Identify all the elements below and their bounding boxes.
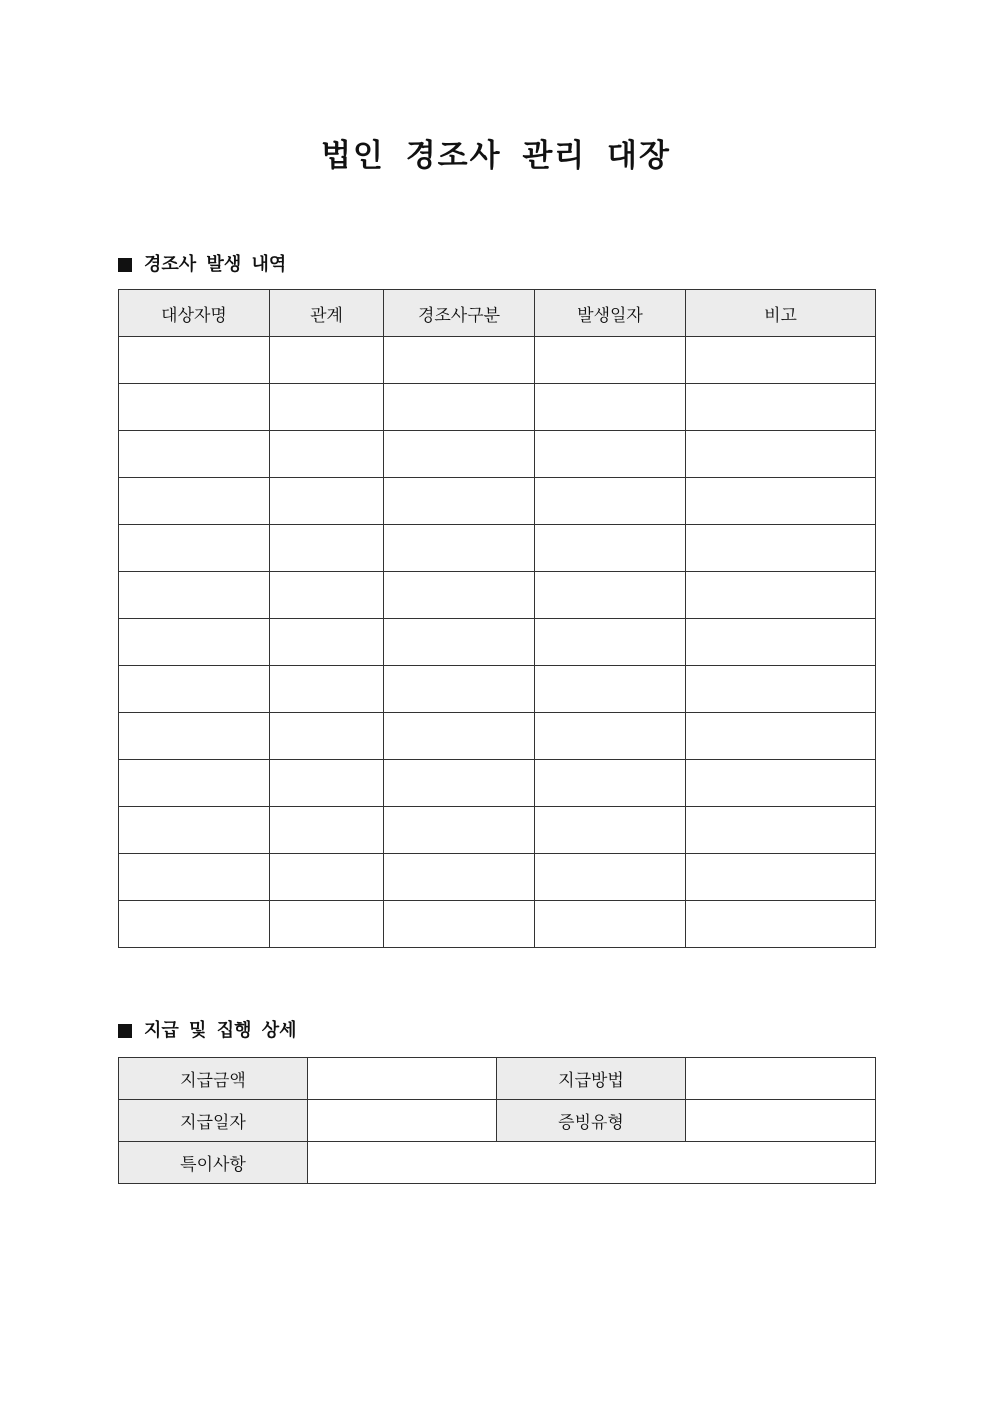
event-type-cell[interactable] <box>384 572 535 619</box>
table-row <box>119 901 876 948</box>
note-cell[interactable] <box>686 572 876 619</box>
name-cell[interactable] <box>119 619 270 666</box>
name-cell[interactable] <box>119 713 270 760</box>
payment-table <box>118 1057 876 1184</box>
note-cell[interactable] <box>686 807 876 854</box>
date-cell[interactable] <box>535 572 686 619</box>
name-cell[interactable] <box>119 431 270 478</box>
relation-cell[interactable] <box>270 431 384 478</box>
history-table-body <box>119 337 876 948</box>
column-header-event-type: 경조사구분 <box>384 290 535 337</box>
name-cell[interactable] <box>119 384 270 431</box>
note-cell[interactable] <box>686 384 876 431</box>
event-type-cell[interactable] <box>384 760 535 807</box>
section-heading-payment <box>118 1019 297 1043</box>
note-cell[interactable] <box>686 478 876 525</box>
event-type-cell[interactable] <box>384 384 535 431</box>
event-type-cell[interactable] <box>384 854 535 901</box>
event-type-cell[interactable] <box>384 901 535 948</box>
name-cell[interactable] <box>119 572 270 619</box>
date-cell[interactable] <box>535 854 686 901</box>
event-type-cell[interactable] <box>384 431 535 478</box>
event-type-cell[interactable] <box>384 807 535 854</box>
section-heading-history <box>118 253 286 277</box>
event-type-cell[interactable] <box>384 478 535 525</box>
date-cell[interactable] <box>535 807 686 854</box>
table-row <box>119 478 876 525</box>
name-cell[interactable] <box>119 760 270 807</box>
date-cell[interactable] <box>535 713 686 760</box>
note-cell[interactable] <box>686 619 876 666</box>
date-cell[interactable] <box>535 619 686 666</box>
relation-cell[interactable] <box>270 619 384 666</box>
amount-field[interactable] <box>308 1058 497 1100</box>
table-row <box>119 713 876 760</box>
table-header-row <box>119 290 876 337</box>
table-row <box>119 431 876 478</box>
label-evidence: 증빙유형 <box>497 1100 686 1142</box>
relation-cell[interactable] <box>270 478 384 525</box>
note-cell[interactable] <box>686 525 876 572</box>
relation-cell[interactable] <box>270 760 384 807</box>
date-cell[interactable] <box>535 337 686 384</box>
column-header-date: 발생일자 <box>535 290 686 337</box>
date-cell[interactable] <box>535 901 686 948</box>
table-row <box>119 807 876 854</box>
date-cell[interactable] <box>535 760 686 807</box>
relation-cell[interactable] <box>270 525 384 572</box>
column-header-note: 비고 <box>686 290 876 337</box>
table-row <box>119 337 876 384</box>
name-cell[interactable] <box>119 807 270 854</box>
relation-cell[interactable] <box>270 572 384 619</box>
relation-cell[interactable] <box>270 713 384 760</box>
relation-cell[interactable] <box>270 666 384 713</box>
date-cell[interactable] <box>535 525 686 572</box>
event-type-cell[interactable] <box>384 713 535 760</box>
note-cell[interactable] <box>686 901 876 948</box>
name-cell[interactable] <box>119 478 270 525</box>
note-cell[interactable] <box>686 713 876 760</box>
square-bullet-icon <box>118 258 132 272</box>
name-cell[interactable] <box>119 525 270 572</box>
event-type-cell[interactable] <box>384 666 535 713</box>
note-cell[interactable] <box>686 854 876 901</box>
event-type-cell[interactable] <box>384 337 535 384</box>
note-cell[interactable] <box>686 666 876 713</box>
date-cell[interactable] <box>535 478 686 525</box>
square-bullet-icon <box>118 1024 132 1038</box>
evidence-field[interactable] <box>686 1100 876 1142</box>
relation-cell[interactable] <box>270 807 384 854</box>
method-field[interactable] <box>686 1058 876 1100</box>
table-row <box>119 1058 876 1100</box>
label-amount: 지급금액 <box>119 1058 308 1100</box>
page-title: 법인 경조사 관리 대장 <box>321 138 671 174</box>
note-cell[interactable] <box>686 431 876 478</box>
table-row <box>119 1100 876 1142</box>
table-row <box>119 619 876 666</box>
section-heading-label: 지급 및 집행 상세 <box>144 1020 297 1041</box>
date-cell[interactable] <box>535 431 686 478</box>
relation-cell[interactable] <box>270 901 384 948</box>
date-cell[interactable] <box>535 384 686 431</box>
name-cell[interactable] <box>119 666 270 713</box>
section-heading-label: 경조사 발생 내역 <box>144 254 287 275</box>
column-header-name: 대상자명 <box>119 290 270 337</box>
table-row <box>119 525 876 572</box>
note-cell[interactable] <box>686 760 876 807</box>
payment-date-field[interactable] <box>308 1100 497 1142</box>
table-row <box>119 666 876 713</box>
table-row <box>119 760 876 807</box>
name-cell[interactable] <box>119 337 270 384</box>
event-type-cell[interactable] <box>384 525 535 572</box>
name-cell[interactable] <box>119 901 270 948</box>
table-row <box>119 854 876 901</box>
label-date: 지급일자 <box>119 1100 308 1142</box>
label-remarks: 특이사항 <box>119 1142 308 1184</box>
table-row <box>119 1142 876 1184</box>
date-cell[interactable] <box>535 666 686 713</box>
event-type-cell[interactable] <box>384 619 535 666</box>
label-method: 지급방법 <box>497 1058 686 1100</box>
name-cell[interactable] <box>119 854 270 901</box>
note-cell[interactable] <box>686 337 876 384</box>
relation-cell[interactable] <box>270 854 384 901</box>
history-table <box>118 289 876 948</box>
table-row <box>119 572 876 619</box>
relation-cell[interactable] <box>270 384 384 431</box>
table-row <box>119 384 876 431</box>
relation-cell[interactable] <box>270 337 384 384</box>
column-header-relation: 관계 <box>270 290 384 337</box>
remarks-field[interactable] <box>308 1142 876 1184</box>
